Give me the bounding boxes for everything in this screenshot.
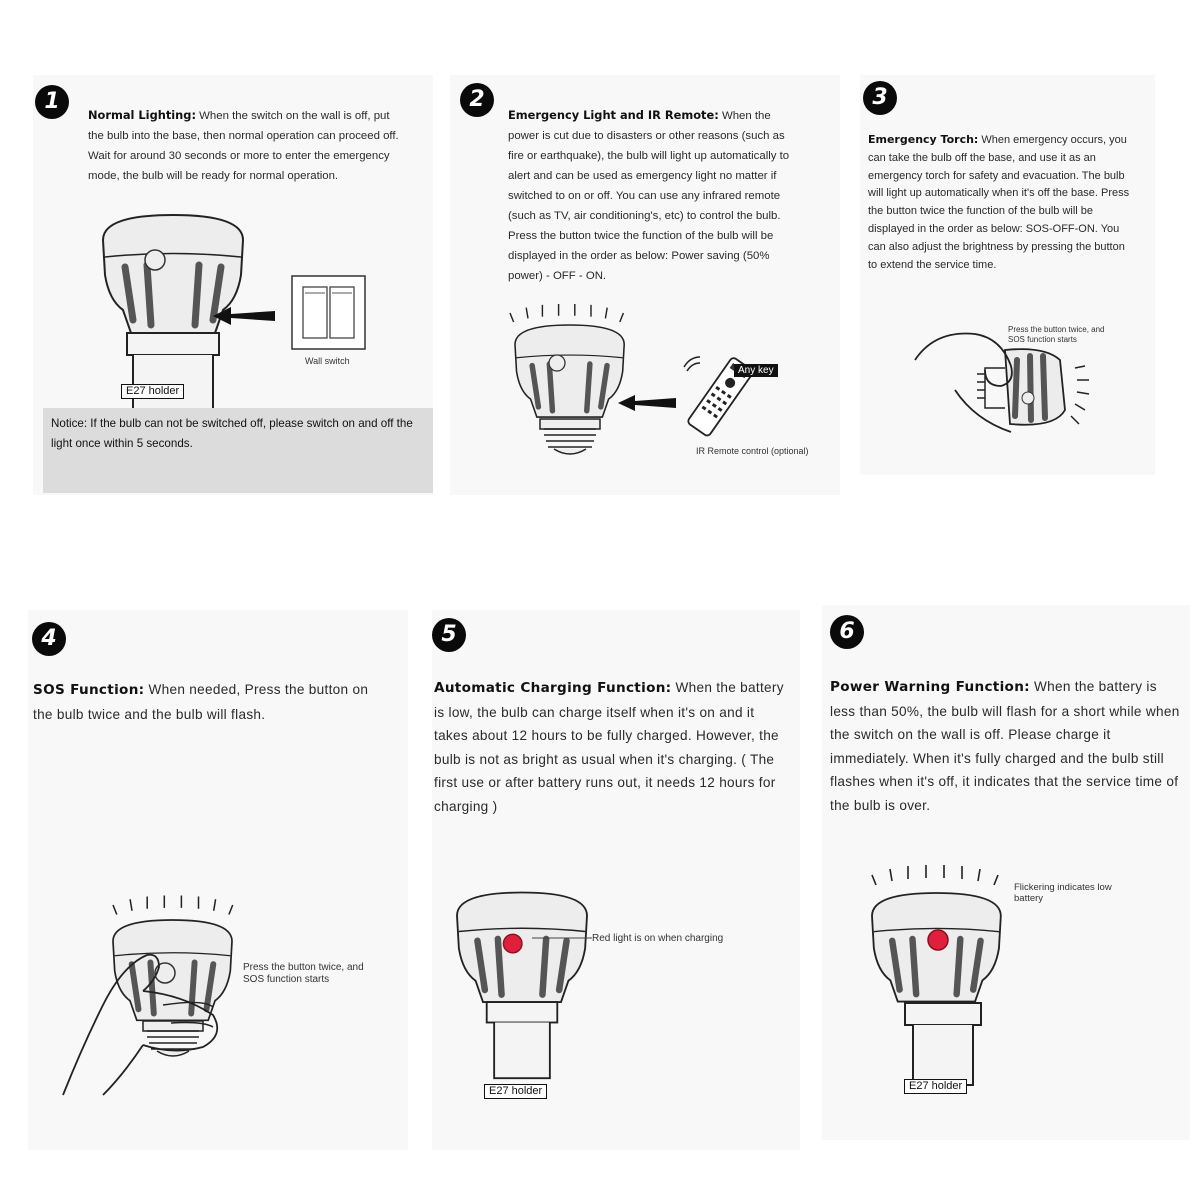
step-title: Normal Lighting: <box>88 108 196 122</box>
step-number-badge: 6 <box>830 615 864 649</box>
panel-5 <box>432 610 800 1150</box>
wall-switch-icon <box>291 275 366 350</box>
holder-label: E27 holder <box>484 1084 547 1099</box>
hand-holding-bulb-illustration <box>63 895 253 1115</box>
pointer-line <box>532 936 592 940</box>
arrow-left-icon <box>618 393 676 413</box>
panel-1 <box>33 75 433 495</box>
step-body: When the power is cut due to disasters or other reasons (such as fire or earthquake), the bulb will light up automatically to alert and can be used as emergency light no matter if switched to on or off. You can use any infrared remote (such as TV, air conditioning's, etc) to control the bulb. Press the button twice the function of the bulb will be displayed in the order as below: Power saving (50% power) - OFF - ON. <box>508 110 790 282</box>
panel-3 <box>860 75 1155 475</box>
step-description <box>434 676 789 818</box>
step-body: When needed, Press the button on the bulb twice and the bulb will flash. <box>33 682 369 722</box>
panel-6 <box>822 605 1190 1140</box>
any-key-label: Any key <box>734 364 778 377</box>
wall-switch-caption: Wall switch <box>305 356 350 366</box>
press-caption: Press the button twice, and SOS function starts <box>243 962 364 985</box>
bulb-illustration <box>457 885 587 1095</box>
step-body: When the battery is less than 50%, the bulb will flash for a short while when the switch on the wall is off. Please charge it immediately. When it's fully charged and the bulb still flashes when it's off, it indicates that the service time of the bulb is over. <box>830 679 1180 813</box>
bulb-illustration <box>515 325 625 485</box>
step-title: Automatic Charging Function: <box>434 680 672 696</box>
bulb-illustration <box>872 875 1012 1105</box>
step-description <box>33 678 388 726</box>
step-number-badge: 4 <box>32 622 66 656</box>
remote-caption: IR Remote control (optional) <box>696 446 809 456</box>
step-description <box>868 131 1136 274</box>
step-body: When the switch on the wall is off, put the bulb into the base, then normal operation can proceed off. Wait for around 30 seconds or more to enter the emergency mode, the bulb will be ready for normal operation. <box>88 110 399 182</box>
holder-label: E27 holder <box>121 384 184 399</box>
step-number-badge: 2 <box>460 83 494 117</box>
step-number-badge: 3 <box>863 81 897 115</box>
panel-2 <box>450 75 840 495</box>
step-title: Emergency Light and IR Remote: <box>508 108 719 122</box>
step-title: SOS Function: <box>33 682 145 698</box>
step-description <box>508 105 798 286</box>
step-description <box>830 675 1185 817</box>
light-caption: Red light is on when charging <box>592 933 724 944</box>
step-title: Emergency Torch: <box>868 133 979 146</box>
step-body: When the battery is low, the bulb can charge itself when it's on and it takes about 12 hours to be fully charged. However, the bulb is not as bright as usual when it's charging. ( The first use or after battery runs out, it needs 12 hours for charging ) <box>434 680 784 814</box>
arrow-left-icon <box>213 305 275 327</box>
holder-label: E27 holder <box>904 1079 967 1094</box>
step-title: Power Warning Function: <box>830 679 1030 695</box>
notice-box: Notice: If the bulb can not be switched off, please switch on and off the light once within 5 seconds. <box>43 408 433 493</box>
flicker-caption: Flickering indicates low battery <box>1014 882 1112 904</box>
press-caption: Press the button twice, and SOS function starts <box>1008 325 1105 344</box>
step-description <box>88 105 406 186</box>
step-number-badge: 5 <box>432 618 466 652</box>
red-indicator-light <box>503 934 522 953</box>
step-body: When emergency occurs, you can take the bulb off the base, and use it as an emergency torch for safety and evacuation. The bulb will light up automatically when it's off the base. Press the button twice the function of the bulb will be displayed in the order as below: SOS-OFF-ON. You can also adjust the brightness by pressing the button to extend the service time. <box>868 134 1130 271</box>
panel-4 <box>28 610 408 1150</box>
red-indicator-light <box>928 930 948 950</box>
step-number-badge: 1 <box>35 85 69 119</box>
